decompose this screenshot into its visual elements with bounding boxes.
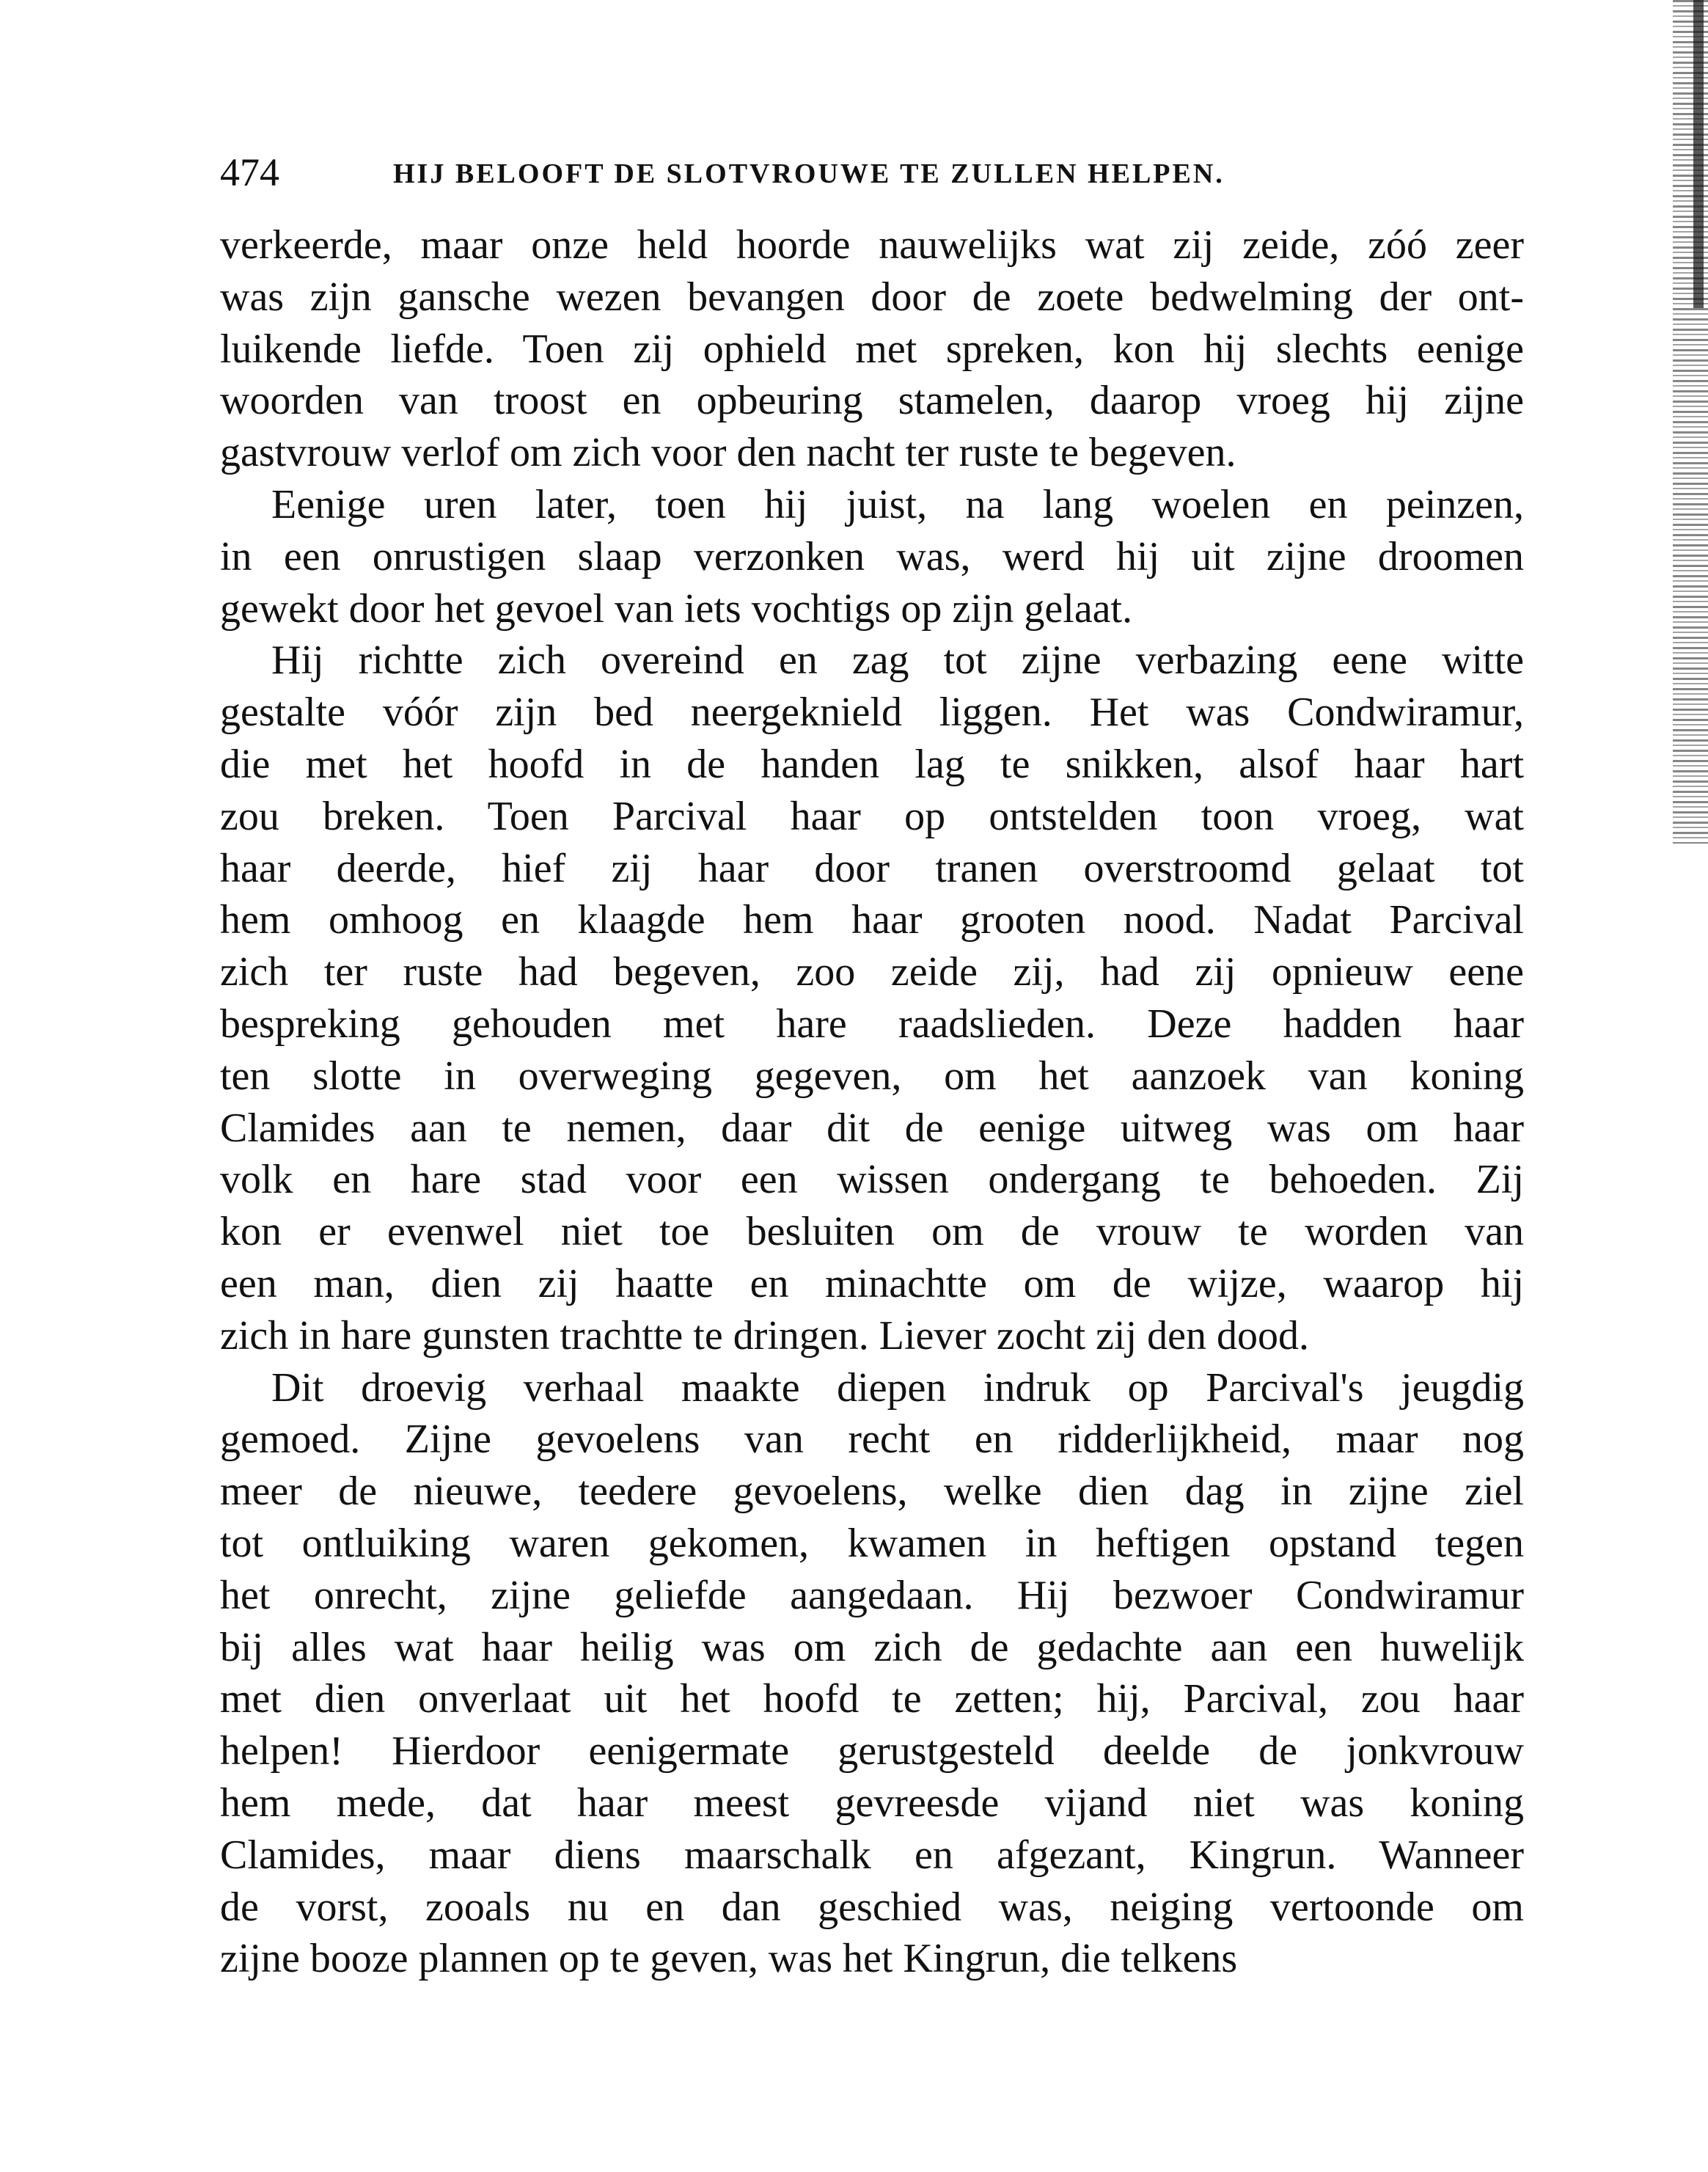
text-line: meer de nieuwe, teedere gevoelens, welke dien dag in zijne ziel — [220, 1469, 1524, 1515]
text-line: Eenige uren later, toen hij juist, na lang woelen en peinzen, — [271, 481, 1524, 527]
text-line: Clamides aan te nemen, daar dit de eenige uitweg was om haar — [220, 1105, 1524, 1151]
text-line: het onrecht, zijne geliefde aangedaan. Hij bezwoer Condwiramur — [220, 1572, 1524, 1618]
text-line: helpen! Hierdoor eenigermate gerustgesteld deelde de jonkvrouw — [220, 1728, 1524, 1774]
text-line: hem omhoog en klaagde hem haar grooten nood. Nadat Parcival — [220, 897, 1524, 943]
text-line: gastvrouw verlof om zich voor den nacht ter ruste te begeven. — [220, 430, 1236, 476]
body-text — [220, 219, 1524, 1985]
text-line: hem mede, dat haar meest gevreesde vijand niet was koning — [220, 1780, 1524, 1826]
text-line: zich ter ruste had begeven, zoo zeide zij, had zij opnieuw eene — [220, 949, 1524, 995]
text-line: die met het hoofd in de handen lag te snikken, alsof haar hart — [220, 741, 1524, 787]
text-line: Clamides, maar diens maarschalk en afgezant, Kingrun. Wanneer — [220, 1832, 1524, 1878]
text-line: een man, dien zij haatte en minachtte om de wijze, waarop hij — [220, 1260, 1524, 1306]
text-line: ten slotte in overweging gegeven, om het aanzoek van koning — [220, 1053, 1524, 1099]
text-line: haar deerde, hief zij haar door tranen overstroomd gelaat tot — [220, 845, 1524, 891]
text-line: zich in hare gunsten trachtte te dringen. Liever zocht zij den dood. — [220, 1312, 1309, 1359]
text-line: tot ontluiking waren gekomen, kwamen in heftigen opstand tegen — [220, 1520, 1524, 1566]
text-line: woorden van troost en opbeuring stamelen, daarop vroeg hij zijne — [220, 378, 1524, 424]
running-head: HIJ BELOOFT DE SLOTVROUWE TE ZULLEN HELPEN. — [393, 158, 1225, 189]
text-line: gemoed. Zijne gevoelens van recht en ridderlijkheid, maar nog — [220, 1416, 1524, 1463]
text-line: met dien onverlaat uit het hoofd te zetten; hij, Parcival, zou haar — [220, 1676, 1524, 1722]
text-line: volk en hare stad voor een wissen ondergang te behoeden. Zij — [220, 1157, 1524, 1203]
text-line: was zijn gansche wezen bevangen door de zoete bedwelming der ont- — [220, 274, 1524, 320]
text-line: gestalte vóór zijn bed neergeknield liggen. Het was Condwiramur, — [220, 690, 1524, 736]
text-line: gewekt door het gevoel van iets vochtigs op zijn gelaat. — [220, 585, 1133, 632]
text-line: Hij richtte zich overeind en zag tot zijne verbazing eene witte — [271, 637, 1524, 684]
text-line: zou breken. Toen Parcival haar op ontstelden toon vroeg, wat — [220, 793, 1524, 839]
text-line: kon er evenwel niet toe besluiten om de vrouw te worden van — [220, 1209, 1524, 1255]
text-line: verkeerde, maar onze held hoorde nauwelijks wat zij zeide, zóó zeer — [220, 222, 1524, 268]
text-line: bespreking gehouden met hare raadslieden. Deze hadden haar — [220, 1001, 1524, 1047]
text-line: zijne booze plannen op te geven, was het Kingrun, die telkens — [220, 1936, 1238, 1982]
text-line: bij alles wat haar heilig was om zich de gedachte aan een huwelijk — [220, 1624, 1524, 1670]
text-line: de vorst, zooals nu en dan geschied was, neiging vertoonde om — [220, 1884, 1524, 1930]
page-header — [220, 147, 1364, 198]
text-line: Dit droevig verhaal maakte diepen indruk op Parcival's jeugdig — [271, 1364, 1524, 1411]
text-line: luikende liefde. Toen zij ophield met spreken, kon hij slechts eenige — [220, 326, 1524, 372]
text-line: in een onrustigen slaap verzonken was, werd hij uit zijne droomen — [220, 533, 1524, 579]
page-number: 474 — [220, 150, 279, 194]
scan-edge-dark — [1693, 0, 1704, 308]
